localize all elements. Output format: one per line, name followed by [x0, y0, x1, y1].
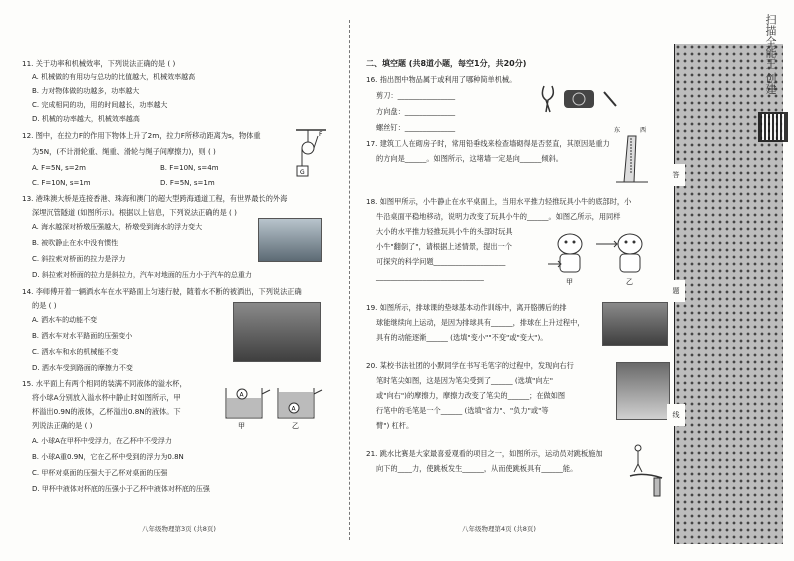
question-15-line2: 将小球A分别放入溢水杯中静止时如图所示，甲	[32, 393, 181, 402]
option: A. 海水越深对桥墩压强越大，桥墩受到海水的浮力变大	[32, 223, 203, 231]
question-20-line5: 臂") 杠杆。	[376, 421, 414, 430]
question-11: 11. 关于功率和机械效率，下列说法正确的是 ( )	[22, 59, 176, 68]
option: C. 洒水车和水的机械能不变	[32, 348, 119, 356]
question-15-line3: 杯溢出0.9N的液体，乙杯溢出0.8N的液体。下	[32, 407, 181, 416]
option: A. F=5N, s=2m	[32, 164, 86, 172]
question-17-line2: 的方向是______。如图所示，这堵墙一定是向______倾斜。	[376, 154, 563, 163]
scanner-watermark: 扫描全能王 创建	[764, 14, 777, 95]
option: D. F=5N, s=1m	[160, 179, 215, 187]
toy-cow-figure	[548, 226, 652, 288]
question-14-line2: 的是 ( )	[32, 301, 57, 310]
pulley-figure	[296, 128, 328, 178]
question-21: 21. 跳水比赛是大家最喜爱观看的项目之一，如图所示，运动员对跳板施加	[366, 449, 603, 458]
question-20-line2: 笔时笔尖如图，这是因为笔尖受到了______ (选填"向左"	[376, 376, 554, 385]
seal-label: 题	[667, 280, 685, 302]
option: D. 洒水车受到路面的摩擦力不变	[32, 364, 133, 372]
option: C. 斜拉索对桥面的拉力是浮力	[32, 255, 126, 263]
question-16-blank: 方向盘：______________	[376, 107, 456, 116]
label-g: G	[300, 169, 305, 176]
diving-figure	[628, 442, 664, 498]
option: D. 甲杯中液体对杯底的压强小于乙杯中液体对杯底的压强	[32, 485, 210, 493]
volleyball-photo	[602, 302, 668, 346]
brush-photo	[616, 362, 670, 420]
water-truck-photo	[233, 302, 321, 362]
question-14: 14. 李师傅开着一辆洒水车在水平路面上匀速行驶，随着水不断的被洒出，下列说法正确	[22, 287, 302, 296]
page-footer: 八年级物理第4页 (共8页)	[462, 525, 536, 533]
label-yi: 乙	[626, 278, 633, 286]
question-18-line6: ______________________________	[376, 272, 484, 281]
question-19-line3: 具有的动能逐渐______ (选填"变小""不变"或"变大")。	[376, 333, 548, 342]
question-15: 15. 水平面上有两个相同的装满不同液体的溢水杯，	[22, 379, 187, 388]
bridge-photo	[258, 218, 322, 262]
question-16-blank: 螺丝钉：______________	[376, 123, 456, 132]
label-jia: 甲	[238, 422, 245, 430]
question-13-line2: 深埋沉管隧道 (如图所示)。根据以上信息，下列说法正确的是 ( )	[32, 208, 237, 217]
question-18-line2: 牛沿桌面平稳地移动，说明力改变了玩具小牛的______。如图乙所示，用同样	[376, 212, 621, 221]
left-page	[0, 0, 346, 561]
option: A. 机械做的有用功与总功的比值越大，机械效率越高	[32, 73, 196, 81]
seal-label: 答	[667, 164, 685, 186]
option: B. 小球A重0.9N，它在乙杯中受到的浮力为0.8N	[32, 453, 184, 461]
question-19-line2: 球能继续向上运动，是因为排球具有______，排球在上升过程中，	[376, 318, 585, 327]
label-xi: 西	[640, 127, 647, 134]
question-12: 12. 图中，在拉力F的作用下物体上升了2m，拉力F所移动距离为s，物体重	[22, 131, 261, 140]
question-17: 17. 建筑工人在砌房子时，常用铅垂线来检查墙砌得是否竖直，其原因是重力	[366, 139, 610, 148]
question-20-line3: 或"向右")的摩擦力，摩擦力改变了笔尖的______；在做如图	[376, 391, 566, 400]
overflow-cups-figure	[222, 374, 326, 430]
option: C. 甲杯对桌面的压强大于乙杯对桌面的压强	[32, 469, 168, 477]
question-15-line4: 列说法正确的是 ( )	[32, 421, 93, 430]
seal-label: 线	[667, 404, 685, 426]
right-page	[352, 0, 672, 561]
option: D. 斜拉索对桥面的拉力是斜拉力，汽车对地面的压力小于汽车的总重力	[32, 271, 252, 279]
label-dong: 东	[614, 127, 621, 134]
plumb-line-figure	[614, 124, 650, 186]
option: B. 力对物体做的功越多，功率越大	[32, 87, 140, 95]
svg-text:A: A	[291, 405, 296, 413]
question-20-line4: 行笔中的毛笔是一个______ (选填"省力"、"负力"或"等	[376, 406, 549, 415]
page-footer: 八年级物理第3页 (共8页)	[142, 525, 216, 533]
option: B. 被吹静止在水中没有惯性	[32, 239, 119, 247]
qr-code	[758, 112, 788, 142]
question-20: 20. 某校书法社团的小默同学在书写毛笔字的过程中，发现向右行	[366, 361, 574, 370]
label-yi: 乙	[292, 422, 299, 430]
option: A. 洒水车的动能不变	[32, 316, 98, 324]
question-16: 16. 指出图中物品属于或利用了哪种简单机械。	[366, 75, 517, 84]
option: B. F=10N, s=4m	[160, 164, 219, 172]
option: A. 小球A在甲杯中受浮力，在乙杯中不受浮力	[32, 437, 172, 445]
question-21-line2: 向下的____力，使跳板发生______，从而使跳板具有______能。	[376, 464, 578, 473]
question-13: 13. 港珠澳大桥是连接香港、珠海和澳门的超大型跨海通道工程，有世界最长的外海	[22, 194, 288, 203]
question-12-line2: 为5N，(不计滑轮重、绳重、滑轮与绳子间摩擦力)，则 ( )	[32, 147, 216, 156]
svg-text:A: A	[239, 391, 244, 399]
question-18-line3: 大小的水平推力轻推玩具小牛的头部时玩具	[376, 227, 513, 236]
question-16-blank: 剪刀：________________	[376, 91, 456, 100]
option: B. 洒水车对水平路面的压强变小	[32, 332, 133, 340]
page-divider	[349, 20, 350, 540]
section-title: 二、填空题 (共8道小题，每空1分，共20分)	[366, 59, 527, 68]
question-18: 18. 如图甲所示，小牛静止在水平桌面上，当用水平推力轻推玩具小牛的底部时，小	[366, 197, 632, 206]
question-18-line4: 小牛"翻倒了"，请根据上述情景，提出一个	[376, 242, 512, 251]
simple-machines-figure	[538, 84, 620, 114]
label-jia: 甲	[566, 278, 573, 286]
label-f: F	[319, 131, 323, 138]
question-18-line5: 可探究的科学问题____________________	[376, 257, 506, 266]
option: D. 机械的功率越大，机械效率越高	[32, 115, 140, 123]
option: C. F=10N, s=1m	[32, 179, 91, 187]
option: C. 完成相同的功，用的时间越长，功率越大	[32, 101, 168, 109]
question-19: 19. 如图所示，排球课的垫球基本动作训练中，离开胳膊后的排	[366, 303, 567, 312]
